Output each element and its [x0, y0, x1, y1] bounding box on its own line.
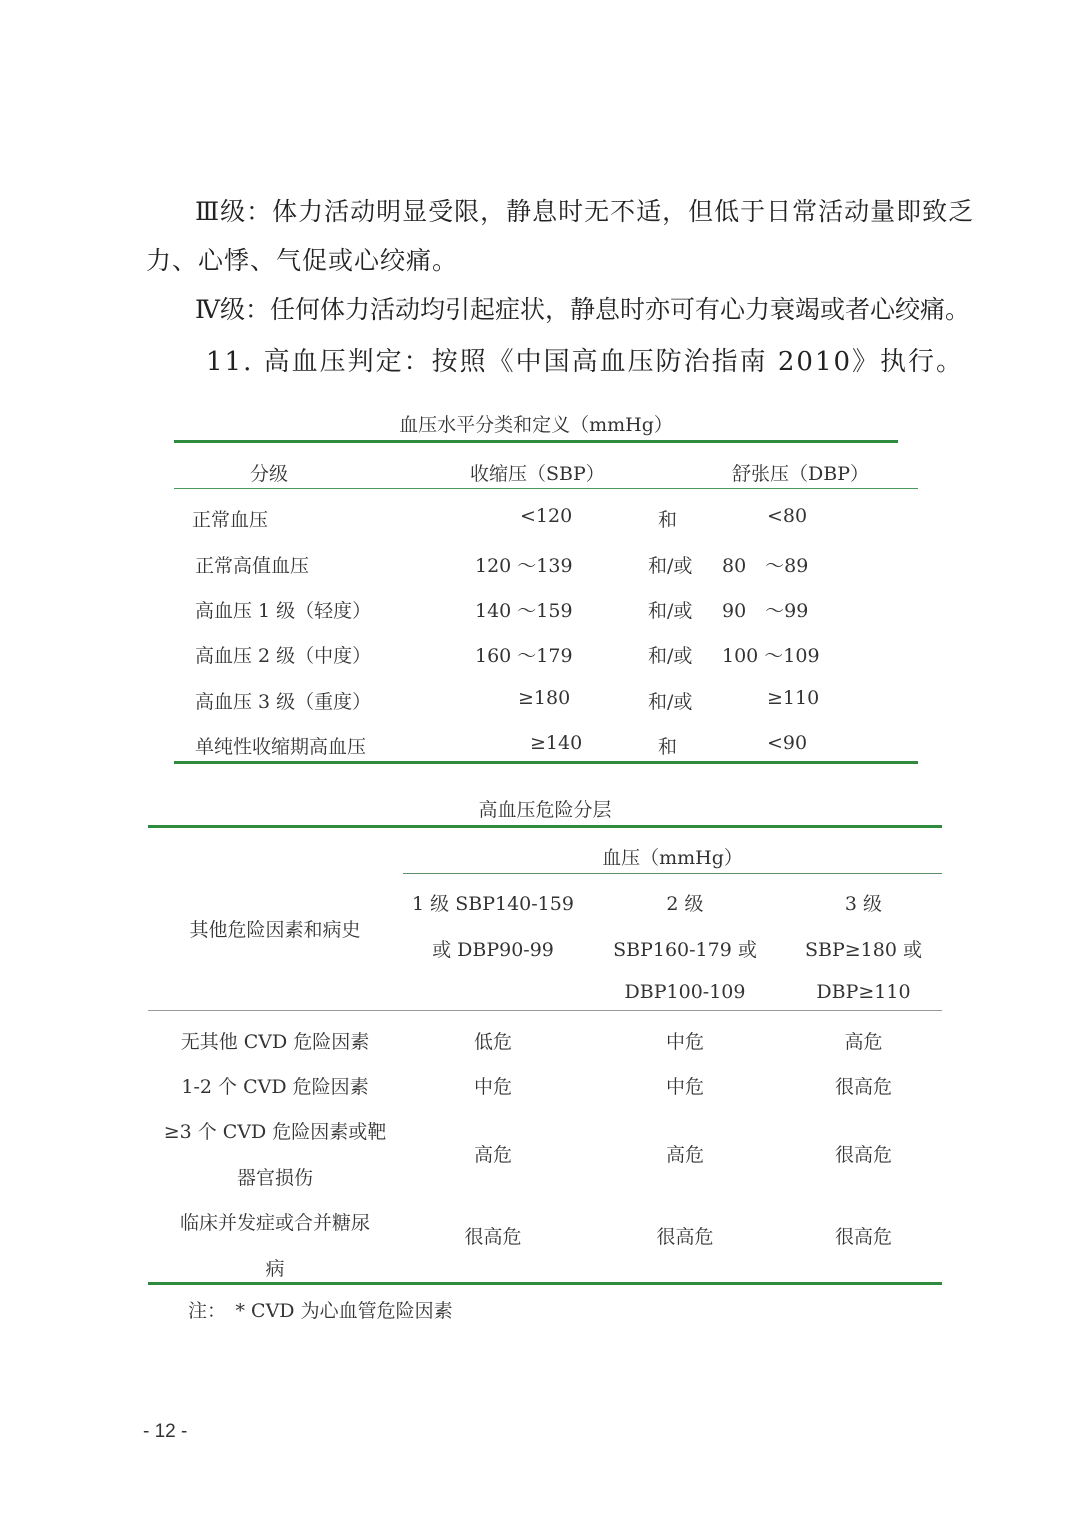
- table1-cell-grade: 高血压 1 级（轻度）: [195, 600, 372, 622]
- table1-cell-grade: 高血压 3 级（重度）: [195, 691, 372, 713]
- table2-cell-c1: 低危: [473, 1031, 512, 1053]
- table1-cell-conj: 和: [658, 736, 678, 758]
- table1-cell-sbp: ≥140: [530, 732, 583, 754]
- table2-col3-line1: 3 级: [844, 893, 883, 915]
- table1-cell-dbp: <80: [767, 505, 808, 527]
- table2-caption: 高血压危险分层: [478, 799, 612, 821]
- table2-col2-line3: DBP100-109: [624, 981, 746, 1003]
- table1-cell-sbp: 140 ～159: [475, 600, 573, 622]
- table1-cell-sbp: 160 ～179: [475, 645, 573, 667]
- table1-cell-grade: 正常血压: [192, 509, 269, 531]
- table1-cell-conj: 和/或: [648, 645, 693, 667]
- paragraph-grade3-line1: Ⅲ级：体力活动明显受限，静息时无不适，但低于日常活动量即致乏: [195, 197, 975, 226]
- table1-header-rule: [174, 488, 918, 489]
- table2-cell-c1: 高危: [473, 1144, 512, 1166]
- table1-cell-sbp: <120: [520, 505, 573, 527]
- table1-caption: 血压水平分类和定义（mmHg）: [399, 414, 673, 436]
- table2-cell-c3: 很高危: [834, 1226, 892, 1248]
- table2-col3-line2: SBP≥180 或: [805, 939, 922, 961]
- table1-cell-grade: 单纯性收缩期高血压: [195, 736, 367, 758]
- table1-top-rule: [174, 440, 898, 443]
- page-number: - 12 -: [143, 1421, 188, 1442]
- table1-cell-dbp: 80 ～89: [722, 555, 809, 577]
- table2-col1-line1: 1 级 SBP140-159: [412, 893, 574, 915]
- table2-cell-c2: 很高危: [656, 1226, 714, 1248]
- table1-cell-grade: 正常高值血压: [195, 555, 310, 577]
- table2-top-rule: [148, 825, 942, 828]
- table2-group-rule: [403, 873, 942, 874]
- table1-cell-grade: 高血压 2 级（中度）: [195, 645, 372, 667]
- table2-cell-factor-line2: 器官损伤: [236, 1167, 313, 1189]
- table2-header-rule: [148, 1010, 942, 1011]
- table2-cell-factor: 1-2 个 CVD 危险因素: [181, 1076, 369, 1098]
- table1-bottom-rule: [174, 761, 918, 764]
- table2-cell-factor-line1: 临床并发症或合并糖尿: [179, 1212, 370, 1234]
- table2-col2-line2: SBP160-179 或: [613, 939, 757, 961]
- table2-row-header: 其他危险因素和病史: [189, 919, 361, 941]
- table1-cell-dbp: 100 ～109: [722, 645, 820, 667]
- table2-cell-c3: 很高危: [834, 1144, 892, 1166]
- table2-cell-c1: 中危: [473, 1076, 512, 1098]
- table2-cell-factor: 无其他 CVD 危险因素: [180, 1031, 370, 1053]
- section-heading: 11. 高血压判定：按照《中国高血压防治指南 2010》执行。: [206, 347, 965, 377]
- paragraph-grade3-line2: 力、心悸、气促或心绞痛。: [146, 246, 459, 275]
- table1-cell-conj: 和/或: [648, 691, 693, 713]
- table1-header-sbp: 收缩压（SBP）: [470, 463, 605, 485]
- table1-header-dbp: 舒张压（DBP）: [732, 463, 869, 485]
- table2-note: 注： * CVD 为心血管危险因素: [188, 1300, 453, 1322]
- table2-col2-line1: 2 级: [666, 893, 704, 915]
- table1-header-grade: 分级: [250, 463, 289, 485]
- table1-cell-sbp: ≥180: [518, 687, 571, 709]
- table2-cell-factor-line1: ≥3 个 CVD 危险因素或靶: [163, 1121, 387, 1143]
- table2-cell-c2: 中危: [665, 1031, 704, 1053]
- table1-cell-conj: 和/或: [648, 600, 693, 622]
- table1-cell-dbp: ≥110: [767, 687, 820, 709]
- table2-col1-line2: 或 DBP90-99: [432, 939, 554, 961]
- table2-cell-c3: 高危: [844, 1031, 883, 1053]
- table1-cell-dbp: 90 ～99: [722, 600, 809, 622]
- table2-col3-line3: DBP≥110: [816, 981, 911, 1003]
- paragraph-grade4: Ⅳ级：任何体力活动均引起症状，静息时亦可有心力衰竭或者心绞痛。: [195, 295, 970, 324]
- table1-cell-sbp: 120 ～139: [475, 555, 573, 577]
- table1-cell-conj: 和/或: [648, 555, 693, 577]
- table2-bottom-rule: [148, 1282, 942, 1285]
- table1-cell-conj: 和: [658, 509, 678, 531]
- table1-cell-dbp: <90: [767, 732, 808, 754]
- table2-cell-factor-line2: 病: [265, 1258, 285, 1280]
- table2-cell-c1: 很高危: [464, 1226, 522, 1248]
- table2-cell-c2: 高危: [665, 1144, 704, 1166]
- table2-cell-c2: 中危: [665, 1076, 704, 1098]
- table2-cell-c3: 很高危: [834, 1076, 892, 1098]
- table2-group-header: 血压（mmHg）: [602, 847, 743, 869]
